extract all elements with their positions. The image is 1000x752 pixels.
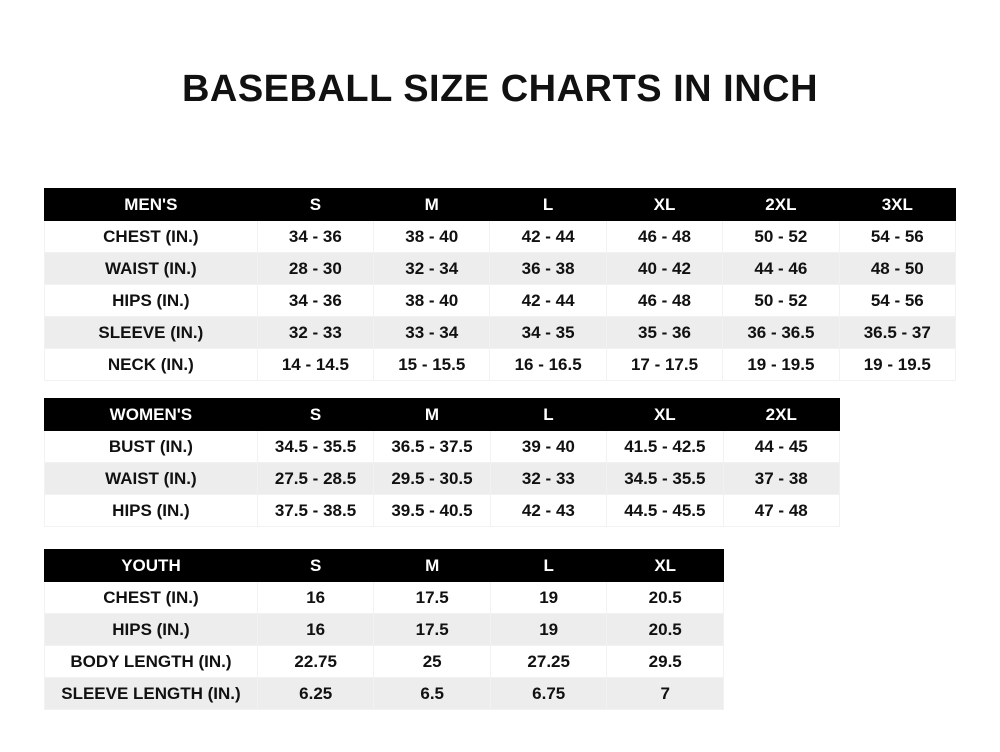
table-cell: 48 - 50 (839, 253, 955, 285)
row-header: SLEEVE LENGTH (IN.) (45, 678, 258, 710)
table-cell: 33 - 34 (374, 317, 490, 349)
column-header-category: MEN'S (45, 189, 258, 221)
table-cell: 40 - 42 (606, 253, 722, 285)
table-row (45, 431, 840, 463)
table-cell: 19 - 19.5 (723, 349, 839, 381)
youth-table-body (45, 582, 724, 710)
column-header-xl: XL (607, 399, 723, 431)
mens-table-body (45, 221, 956, 381)
column-header-m: M (374, 399, 490, 431)
youth-table-header (45, 550, 724, 582)
row-header: CHEST (IN.) (45, 221, 258, 253)
column-header-s: S (257, 399, 373, 431)
womens-size-table (44, 398, 840, 527)
table-row (45, 495, 840, 527)
row-header: SLEEVE (IN.) (45, 317, 258, 349)
table-cell: 27.25 (490, 646, 607, 678)
table-cell: 36 - 38 (490, 253, 606, 285)
table-cell: 6.5 (374, 678, 491, 710)
table-row (45, 646, 724, 678)
table-cell: 27.5 - 28.5 (257, 463, 373, 495)
table-cell: 32 - 34 (374, 253, 490, 285)
column-header-m: M (374, 189, 490, 221)
table-row (45, 285, 956, 317)
row-header: BUST (IN.) (45, 431, 258, 463)
table-cell: 54 - 56 (839, 285, 955, 317)
table-row (45, 349, 956, 381)
table-row (45, 582, 724, 614)
table-cell: 19 - 19.5 (839, 349, 955, 381)
table-cell: 14 - 14.5 (257, 349, 373, 381)
table-cell: 22.75 (257, 646, 374, 678)
table-cell: 39 - 40 (490, 431, 606, 463)
table-cell: 6.75 (490, 678, 607, 710)
table-cell: 44.5 - 45.5 (607, 495, 723, 527)
table-cell: 37.5 - 38.5 (257, 495, 373, 527)
column-header-2xl: 2XL (723, 399, 839, 431)
table-cell: 29.5 (607, 646, 724, 678)
table-cell: 36 - 36.5 (723, 317, 839, 349)
table-cell: 25 (374, 646, 491, 678)
table-cell: 17.5 (374, 614, 491, 646)
table-cell: 7 (607, 678, 724, 710)
table-cell: 50 - 52 (723, 221, 839, 253)
table-cell: 47 - 48 (723, 495, 839, 527)
table-cell: 50 - 52 (723, 285, 839, 317)
row-header: HIPS (IN.) (45, 614, 258, 646)
table-cell: 46 - 48 (606, 285, 722, 317)
column-header-s: S (257, 189, 373, 221)
table-cell: 16 (257, 582, 374, 614)
table-cell: 41.5 - 42.5 (607, 431, 723, 463)
table-cell: 42 - 43 (490, 495, 606, 527)
womens-size-table-container (44, 398, 840, 527)
table-cell: 15 - 15.5 (374, 349, 490, 381)
table-row (45, 614, 724, 646)
youth-size-table (44, 549, 724, 710)
table-cell: 34 - 35 (490, 317, 606, 349)
table-cell: 32 - 33 (490, 463, 606, 495)
column-header-l: L (490, 550, 607, 582)
table-cell: 42 - 44 (490, 221, 606, 253)
table-cell: 34 - 36 (257, 221, 373, 253)
table-cell: 39.5 - 40.5 (374, 495, 490, 527)
column-header-2xl: 2XL (723, 189, 839, 221)
row-header: BODY LENGTH (IN.) (45, 646, 258, 678)
table-cell: 44 - 45 (723, 431, 839, 463)
table-cell: 38 - 40 (374, 285, 490, 317)
column-header-l: L (490, 399, 606, 431)
column-header-category: WOMEN'S (45, 399, 258, 431)
mens-table-header (45, 189, 956, 221)
table-header-row (45, 399, 840, 431)
column-header-category: YOUTH (45, 550, 258, 582)
table-cell: 19 (490, 582, 607, 614)
table-cell: 17.5 (374, 582, 491, 614)
table-row (45, 678, 724, 710)
column-header-3xl: 3XL (839, 189, 955, 221)
table-row (45, 317, 956, 349)
table-cell: 36.5 - 37 (839, 317, 955, 349)
table-header-row (45, 189, 956, 221)
table-header-row (45, 550, 724, 582)
table-cell: 20.5 (607, 614, 724, 646)
table-cell: 28 - 30 (257, 253, 373, 285)
table-cell: 6.25 (257, 678, 374, 710)
table-cell: 44 - 46 (723, 253, 839, 285)
row-header: HIPS (IN.) (45, 285, 258, 317)
column-header-xl: XL (607, 550, 724, 582)
table-cell: 19 (490, 614, 607, 646)
table-cell: 54 - 56 (839, 221, 955, 253)
table-cell: 37 - 38 (723, 463, 839, 495)
table-cell: 34 - 36 (257, 285, 373, 317)
table-cell: 46 - 48 (606, 221, 722, 253)
table-cell: 16 - 16.5 (490, 349, 606, 381)
youth-size-table-container (44, 549, 724, 710)
table-cell: 34.5 - 35.5 (257, 431, 373, 463)
table-cell: 29.5 - 30.5 (374, 463, 490, 495)
womens-table-body (45, 431, 840, 527)
table-cell: 36.5 - 37.5 (374, 431, 490, 463)
page-title: BASEBALL SIZE CHARTS IN INCH (181, 68, 819, 110)
column-header-xl: XL (606, 189, 722, 221)
column-header-m: M (374, 550, 491, 582)
mens-size-table (44, 188, 956, 381)
table-row (45, 463, 840, 495)
row-header: HIPS (IN.) (45, 495, 258, 527)
womens-table-header (45, 399, 840, 431)
row-header: WAIST (IN.) (45, 253, 258, 285)
mens-size-table-container (44, 188, 956, 381)
table-cell: 34.5 - 35.5 (607, 463, 723, 495)
row-header: WAIST (IN.) (45, 463, 258, 495)
table-cell: 38 - 40 (374, 221, 490, 253)
table-cell: 20.5 (607, 582, 724, 614)
table-cell: 35 - 36 (606, 317, 722, 349)
table-row (45, 221, 956, 253)
table-cell: 42 - 44 (490, 285, 606, 317)
table-cell: 17 - 17.5 (606, 349, 722, 381)
row-header: CHEST (IN.) (45, 582, 258, 614)
row-header: NECK (IN.) (45, 349, 258, 381)
table-cell: 32 - 33 (257, 317, 373, 349)
column-header-s: S (257, 550, 374, 582)
table-cell: 16 (257, 614, 374, 646)
table-row (45, 253, 956, 285)
column-header-l: L (490, 189, 606, 221)
